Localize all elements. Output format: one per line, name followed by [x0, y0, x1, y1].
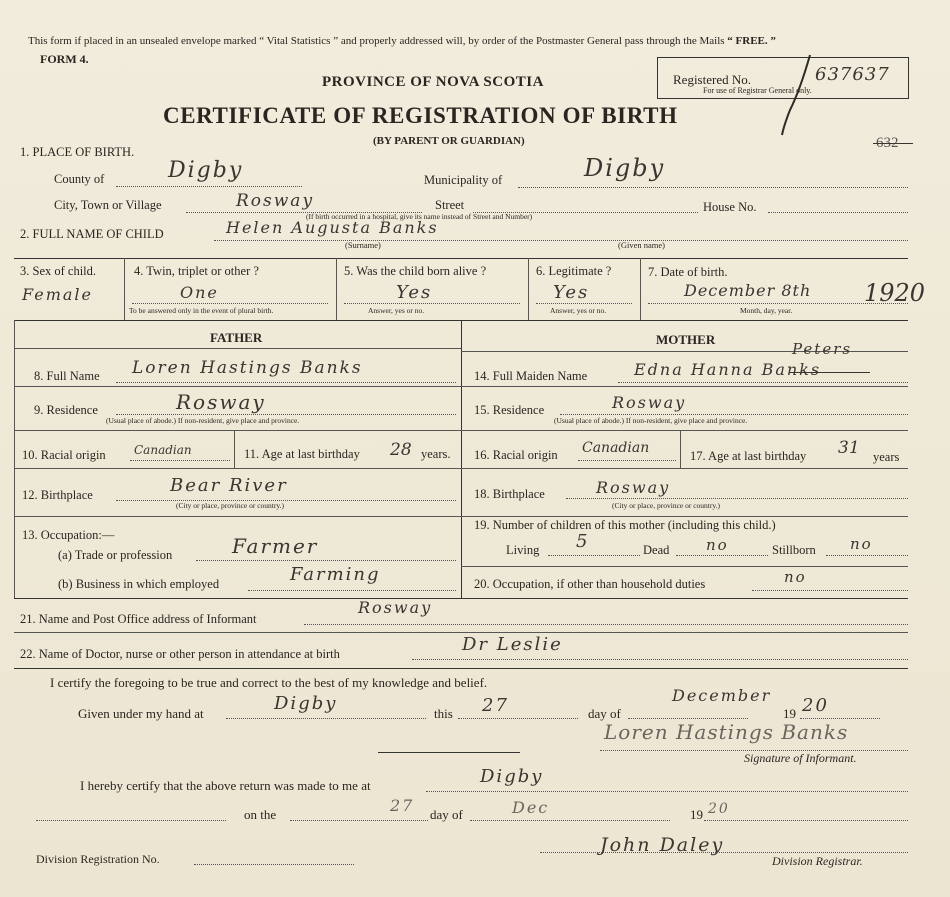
informant-signature: Loren Hastings Banks [604, 720, 849, 744]
mother-occupation-line [752, 590, 908, 591]
legitimate-label: 6. Legitimate ? [536, 264, 612, 278]
registrar-note: For use of Registrar General only. [703, 86, 812, 95]
father-business-label: (b) Business in which employed [58, 577, 220, 591]
child-name-value: Helen Augusta Banks [226, 218, 439, 237]
registrar-month-value: Dec [512, 798, 550, 817]
row3-divider-4 [640, 258, 641, 320]
legitimate-note: Answer, yes or no. [550, 306, 607, 315]
mother-residence-value: Rosway [612, 393, 687, 412]
pen-stroke-mark [770, 50, 820, 140]
dead-value: no [706, 536, 729, 554]
mother-row-rule-3 [461, 468, 908, 469]
informant-line [304, 624, 908, 625]
place-of-birth-label: 1. PLACE OF BIRTH. [20, 145, 135, 159]
row3-top-rule [14, 258, 908, 259]
father-trade-value: Farmer [232, 534, 319, 558]
municipality-value: Digby [584, 154, 666, 182]
cert-year-prefix: 19 [783, 706, 796, 721]
mother-children-label: 19. Number of children of this mother (including this child.) [474, 518, 776, 532]
registrar-month-line [470, 820, 670, 821]
father-origin-value: Canadian [134, 443, 192, 457]
parents-center-rule [461, 320, 462, 598]
month-line [628, 718, 748, 719]
child-name-line [214, 240, 908, 241]
informant-label: 21. Name and Post Office address of Informant [20, 612, 257, 626]
county-value: Digby [168, 158, 244, 183]
mother-row-rule-2 [461, 430, 908, 431]
father-residence-label: 9. Residence [34, 403, 98, 417]
page-subtitle: (BY PARENT OR GUARDIAN) [373, 135, 525, 147]
division-registration-label: Division Registration No. [36, 852, 160, 866]
doctor-rule [14, 668, 908, 669]
registrar-place-value: Digby [480, 766, 544, 787]
father-age-value: 28 [390, 440, 412, 460]
mailing-notice [28, 36, 776, 47]
county-line [116, 186, 302, 187]
registered-label: Registered No. [673, 72, 751, 87]
father-birthplace-label: 12. Birthplace [22, 488, 93, 502]
on-the-label: on the [244, 807, 277, 822]
city-label: City, Town or Village [54, 198, 162, 212]
parents-bottom-rule [14, 598, 908, 599]
county-label: County of [54, 172, 105, 186]
corner-number: 632 [876, 135, 899, 151]
cert-day-value: 27 [482, 695, 509, 716]
date-of-birth-note: Month, day, year. [740, 306, 793, 315]
father-heading: FATHER [210, 330, 263, 345]
this-label: this [434, 706, 453, 721]
living-value: 5 [576, 531, 590, 552]
sex-value: Female [22, 285, 93, 304]
father-row-rule-4 [14, 516, 461, 517]
living-line [548, 555, 640, 556]
father-business-value: Farming [290, 564, 381, 585]
division-registrar-label: Division Registrar. [772, 854, 863, 868]
registered-number: 637637 [815, 64, 890, 85]
registrar-place-line [426, 791, 908, 792]
cert-month-value: December [672, 686, 772, 705]
registrar-year-line [704, 820, 908, 821]
doctor-line [412, 659, 908, 660]
year-line [800, 718, 880, 719]
twin-value: One [180, 283, 219, 302]
father-row-rule-3 [14, 468, 461, 469]
mother-name-strike [790, 372, 870, 373]
legitimate-line [536, 303, 632, 304]
mailing-notice-free: “ FREE. ” [727, 35, 776, 47]
corner-number-strike [873, 143, 913, 144]
informant-value: Rosway [358, 598, 433, 617]
date-of-birth-label: 7. Date of birth. [648, 265, 728, 279]
registrar-day-value: 27 [390, 796, 415, 815]
given-place-line [226, 718, 426, 719]
mother-origin-label: 16. Racial origin [474, 448, 558, 462]
legitimate-value: Yes [553, 282, 590, 303]
father-trade-label: (a) Trade or profession [58, 548, 173, 562]
child-name-label: 2. FULL NAME OF CHILD [20, 227, 164, 241]
registrar-signature-line [540, 852, 908, 853]
twin-label: 4. Twin, triplet or other ? [134, 264, 259, 278]
date-of-birth-value: December 8th [684, 281, 812, 300]
alive-note: Answer, yes or no. [368, 306, 425, 315]
mother-age-label: 17. Age at last birthday [690, 449, 807, 463]
sex-label: 3. Sex of child. [20, 264, 97, 278]
father-row-rule-2 [14, 430, 461, 431]
mother-heading: MOTHER [656, 332, 716, 347]
signature-of-informant-label: Signature of Informant. [744, 751, 857, 765]
informant-rule [14, 632, 908, 633]
father-age-label: 11. Age at last birthday [244, 447, 360, 461]
mother-name-correction: Peters [792, 340, 853, 358]
mother-origin-divider [680, 430, 681, 468]
surname-note: (Surname) [345, 240, 381, 250]
registrar-leading-line [36, 820, 226, 821]
doctor-value: Dr Leslie [462, 634, 563, 655]
father-occupation-label: 13. Occupation:— [22, 528, 115, 542]
row3-divider-3 [528, 258, 529, 320]
mother-age-value: 31 [838, 438, 860, 458]
given-place-value: Digby [274, 693, 338, 714]
row3-divider-1 [124, 258, 125, 320]
division-registration-line [194, 864, 354, 865]
registrar-day-line [290, 820, 428, 821]
mother-birthplace-line [566, 498, 908, 499]
twin-line [132, 303, 328, 304]
father-heading-rule [14, 348, 461, 349]
father-birthplace-value: Bear River [170, 475, 288, 496]
doctor-label: 22. Name of Doctor, nurse or other person in attendance at birth [20, 647, 340, 661]
mother-origin-line [578, 460, 676, 461]
registrar-year-value: 20 [708, 801, 730, 817]
mother-name-label: 14. Full Maiden Name [474, 369, 588, 383]
stillborn-value: no [850, 535, 873, 553]
alive-line [344, 303, 520, 304]
form-number: FORM 4. [40, 52, 89, 66]
father-trade-line [196, 560, 456, 561]
dead-label: Dead [643, 543, 670, 557]
mother-age-unit: years [873, 450, 900, 464]
father-origin-label: 10. Racial origin [22, 448, 106, 462]
mother-birthplace-label: 18. Birthplace [474, 487, 545, 501]
stillborn-line [826, 555, 908, 556]
father-row-rule-1 [14, 386, 461, 387]
registrar-day-of-label: day of [430, 807, 463, 822]
row3-divider-2 [336, 258, 337, 320]
father-origin-divider [234, 430, 235, 468]
mother-residence-note: (Usual place of abode.) If non-resident, give place and province. [554, 416, 748, 425]
mother-row-rule-5 [461, 566, 908, 567]
mother-origin-value: Canadian [582, 440, 650, 456]
cert-year-value: 20 [802, 695, 829, 716]
mother-residence-line [560, 414, 908, 415]
mother-name-line [618, 382, 908, 383]
twin-note: To be answered only in the event of plural birth. [129, 306, 274, 315]
dead-line [676, 555, 768, 556]
house-label: House No. [703, 200, 757, 214]
registrar-statement: I hereby certify that the above return was made to me at [80, 778, 371, 793]
father-birthplace-line [116, 500, 456, 501]
day-line [458, 718, 578, 719]
parents-left-rule [14, 320, 15, 598]
father-name-value: Loren Hastings Banks [132, 358, 363, 378]
father-origin-line [130, 460, 230, 461]
municipality-line [518, 187, 908, 188]
given-name-note: (Given name) [618, 240, 665, 250]
stillborn-label: Stillborn [772, 543, 816, 557]
living-label: Living [506, 543, 540, 557]
mother-residence-label: 15. Residence [474, 403, 545, 417]
certify-statement: I certify the foregoing to be true and correct to the best of my knowledge and belief. [50, 675, 488, 690]
separator-rule [378, 752, 520, 753]
father-residence-note: (Usual place of abode.) If non-resident, give place and province. [106, 416, 300, 425]
alive-label: 5. Was the child born alive ? [344, 264, 487, 278]
given-under-label: Given under my hand at [78, 706, 204, 721]
mother-occupation-label: 20. Occupation, if other than household duties [474, 577, 706, 591]
alive-value: Yes [396, 282, 433, 303]
registrar-signature: John Daley [600, 834, 725, 856]
mailing-notice-text: This form if placed in an unsealed envelope marked “ Vital Statistics ” and properly addressed will, by order of the Postmaster General pass through the Mails [28, 35, 725, 47]
father-residence-value: Rosway [176, 390, 266, 414]
father-residence-line [116, 414, 456, 415]
father-business-line [248, 590, 456, 591]
city-value: Rosway [236, 191, 315, 211]
municipality-label: Municipality of [424, 173, 503, 187]
house-line [768, 212, 908, 213]
mother-row-rule-4 [461, 516, 908, 517]
mother-birthplace-value: Rosway [596, 478, 671, 497]
hospital-note: (If birth occurred in a hospital, give its name instead of Street and Number) [306, 212, 533, 221]
mother-birthplace-note: (City or place, province or country.) [612, 501, 721, 510]
birth-year-value: 1920 [864, 279, 926, 307]
province-heading: PROVINCE OF NOVA SCOTIA [322, 74, 544, 90]
mother-row-rule-1 [461, 386, 908, 387]
father-age-unit: years. [421, 447, 451, 461]
father-name-line [116, 382, 456, 383]
registrar-year-prefix: 19 [690, 807, 703, 822]
page-title: CERTIFICATE OF REGISTRATION OF BIRTH [163, 103, 678, 128]
day-of-label: day of [588, 706, 621, 721]
mother-name-value: Edna Hanna Banks [634, 360, 822, 379]
street-label: Street [435, 198, 465, 212]
mother-occupation-value: no [784, 568, 807, 586]
father-name-label: 8. Full Name [34, 369, 100, 383]
father-birthplace-note: (City or place, province or country.) [176, 501, 285, 510]
